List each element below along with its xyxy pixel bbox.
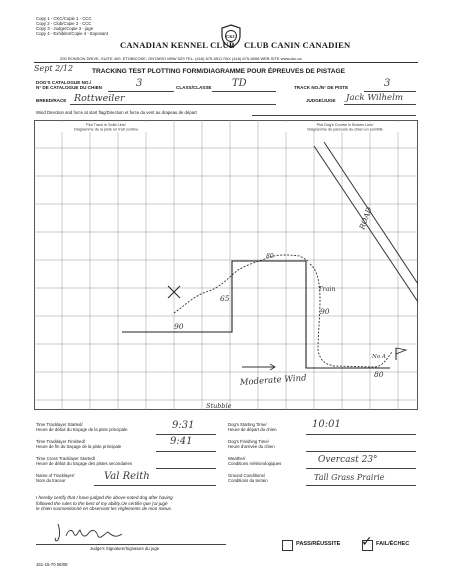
judge-label: JUDGE/JUGE xyxy=(306,98,336,103)
copy-line: Copy 4 - Exhibitor/Copie 4 - Exposant xyxy=(36,31,108,37)
leg-length-label: 90 xyxy=(174,322,184,331)
finished-label-line2: Heure de fin du traçage de la piste principale xyxy=(36,444,122,449)
left-legend-line2: Diagramme de la piste en trait continu xyxy=(74,127,138,132)
started-label-line2: Heure de début du traçage de la piste principale xyxy=(36,427,128,432)
catalogue-label-line1: DOG'S CATALOGUE NO./ xyxy=(36,80,92,85)
leg-length-label: 80 xyxy=(374,370,384,379)
started-label-line1: Time Tracklayer Started/ xyxy=(36,422,83,427)
signature-label: Judge's Signature/Signature du juge xyxy=(90,546,160,551)
judge-value[interactable]: Jack Wilhelm xyxy=(346,93,404,103)
road-label: ROAD xyxy=(357,205,374,231)
train-note: Train xyxy=(318,285,336,293)
name-label-line2: Nom du traceur xyxy=(36,478,66,483)
leg-length-label: 80 xyxy=(266,253,274,260)
certification-line: I hereby certify that I have judged the above-noted dog after having xyxy=(36,495,173,500)
header-rule xyxy=(34,62,418,63)
dog-course-line xyxy=(174,255,308,313)
started-value[interactable]: 9:31 xyxy=(172,420,195,431)
finish-flag-icon xyxy=(396,348,406,354)
dog-start-underline xyxy=(306,434,416,435)
dog-start-label-line1: Dog's Starting Time/ xyxy=(228,422,267,427)
weather-label-line2: Conditions météorologiques xyxy=(228,461,282,466)
dog-finish-underline xyxy=(306,451,416,452)
dog-finish-label-line2: Heure d'arrivée du chien xyxy=(228,444,275,449)
org-name-english: CANADIAN KENNEL CLUB xyxy=(120,40,235,50)
finished-underline xyxy=(156,451,216,452)
flag-note: No A xyxy=(372,354,386,360)
ground-value[interactable]: Tall Grass Prairie xyxy=(314,473,385,482)
finished-value[interactable]: 9:41 xyxy=(170,436,193,447)
right-legend-line1: Plot Dog's Course in Broken Line/ xyxy=(316,123,374,127)
name-label-line1: Name of Tracklayer/ xyxy=(36,473,75,478)
diagram-border xyxy=(35,121,418,410)
stubble-note: Stubble xyxy=(206,402,232,410)
wind-underline xyxy=(252,115,416,116)
cross-underline xyxy=(156,468,216,469)
class-value[interactable]: TD xyxy=(232,78,247,89)
catalogue-underline xyxy=(108,91,174,92)
dog-finish-label-line1: Dog's Finishing Time/ xyxy=(228,439,269,444)
started-underline xyxy=(156,434,216,435)
class-underline xyxy=(212,91,276,92)
name-underline xyxy=(94,485,216,486)
weather-underline xyxy=(306,468,416,469)
breed-label: BREED/RACE xyxy=(36,98,67,103)
leg-length-label: 65 xyxy=(220,294,230,303)
breed-value[interactable]: Rottweiler xyxy=(74,93,125,104)
signature-stroke xyxy=(55,524,122,541)
cross-label-line1: Time Cross Tracklayer Started/ xyxy=(36,456,96,461)
certification-line: followed the rules to the best of my ability./Je certifie que j'ai jugé xyxy=(36,500,168,506)
finished-label-line1: Time Tracklayer Finished/ xyxy=(36,439,86,444)
form-number: 151-15-70 08/08 xyxy=(36,562,68,567)
ground-label-line2: Conditions du terrain xyxy=(228,478,268,483)
fail-check-mark-icon: ✓ xyxy=(361,534,373,550)
right-legend-line2: Diagramme du parcours du chien en pointillé xyxy=(307,127,383,132)
ckc-crest-icon xyxy=(220,24,242,48)
org-address: 200 RONSON DRIVE, SUITE 400, ETOBICOKE, ONTARIO M9W 5Z9 TEL. (416) 675-5511 FAX (416) 675-6506 WEB SITE www.ckc.ca xyxy=(60,56,302,61)
signature-underline xyxy=(36,544,226,545)
copy-line: Copy 1 - CKC/Copie 1 - CCC xyxy=(36,16,92,21)
catalogue-label-line2: N° DE CATALOGUE DU CHIEN xyxy=(36,85,102,90)
copy-line: Copy 3 - Judge/Copie 3 - juge xyxy=(36,26,94,32)
wind-note: Moderate Wind xyxy=(239,373,307,388)
form-title: TRACKING TEST PLOTTING FORM/DIAGRAMME POUR ÉPREUVES DE PISTAGE xyxy=(92,68,346,75)
judge-signature[interactable] xyxy=(52,520,152,544)
track-solid-line xyxy=(122,261,390,368)
fail-label: FAIL/ÉCHEC xyxy=(376,541,410,547)
certification-text xyxy=(36,495,173,512)
copy-line: Copy 2 - Club/Copie 2 - CCC xyxy=(36,21,92,27)
track-value[interactable]: 3 xyxy=(384,78,391,89)
org-name-french: CLUB CANIN CANADIEN xyxy=(244,40,351,50)
copy-distribution-list xyxy=(36,16,108,36)
certification-line: le chien susmentionné en observant les règlements de mon mieux. xyxy=(36,506,173,512)
handwritten-date: Sept 2/12 xyxy=(34,64,74,73)
judge-underline xyxy=(344,104,416,105)
catalogue-value[interactable]: 3 xyxy=(136,78,143,89)
ground-underline xyxy=(306,485,416,486)
diagram-gridlines xyxy=(34,120,418,410)
class-label: CLASS/CLASSE xyxy=(176,85,212,90)
dog-start-value[interactable]: 10:01 xyxy=(312,419,341,430)
pass-label: PASS/RÉUSSITE xyxy=(296,541,341,547)
leg-length-label: 90 xyxy=(320,307,330,316)
ground-label-line1: Ground Conditions/ xyxy=(228,473,266,478)
pass-checkbox[interactable] xyxy=(282,540,293,551)
tracking-plot-diagram[interactable] xyxy=(34,120,418,410)
track-label: TRACK NO./N° DE PISTE xyxy=(294,85,349,90)
tracklayer-name-value[interactable]: Val Reith xyxy=(104,471,150,482)
wind-direction-label: Wind Direction and force at start flag/Direction et force du vent au drapeau de départ xyxy=(36,110,197,115)
dog-start-label-line2: Heure de départ du chien xyxy=(228,427,277,432)
weather-value[interactable]: Overcast 23° xyxy=(318,455,378,465)
crest-lettering: CKC xyxy=(226,34,236,39)
track-underline xyxy=(364,91,416,92)
breed-underline xyxy=(70,104,276,105)
left-legend-line1: Plot Track in Solid Line/ xyxy=(86,123,126,127)
cross-label-line2: Heure de début du traçage des pistes secondaires xyxy=(36,461,133,466)
weather-label-line1: Weather/ xyxy=(228,456,246,461)
